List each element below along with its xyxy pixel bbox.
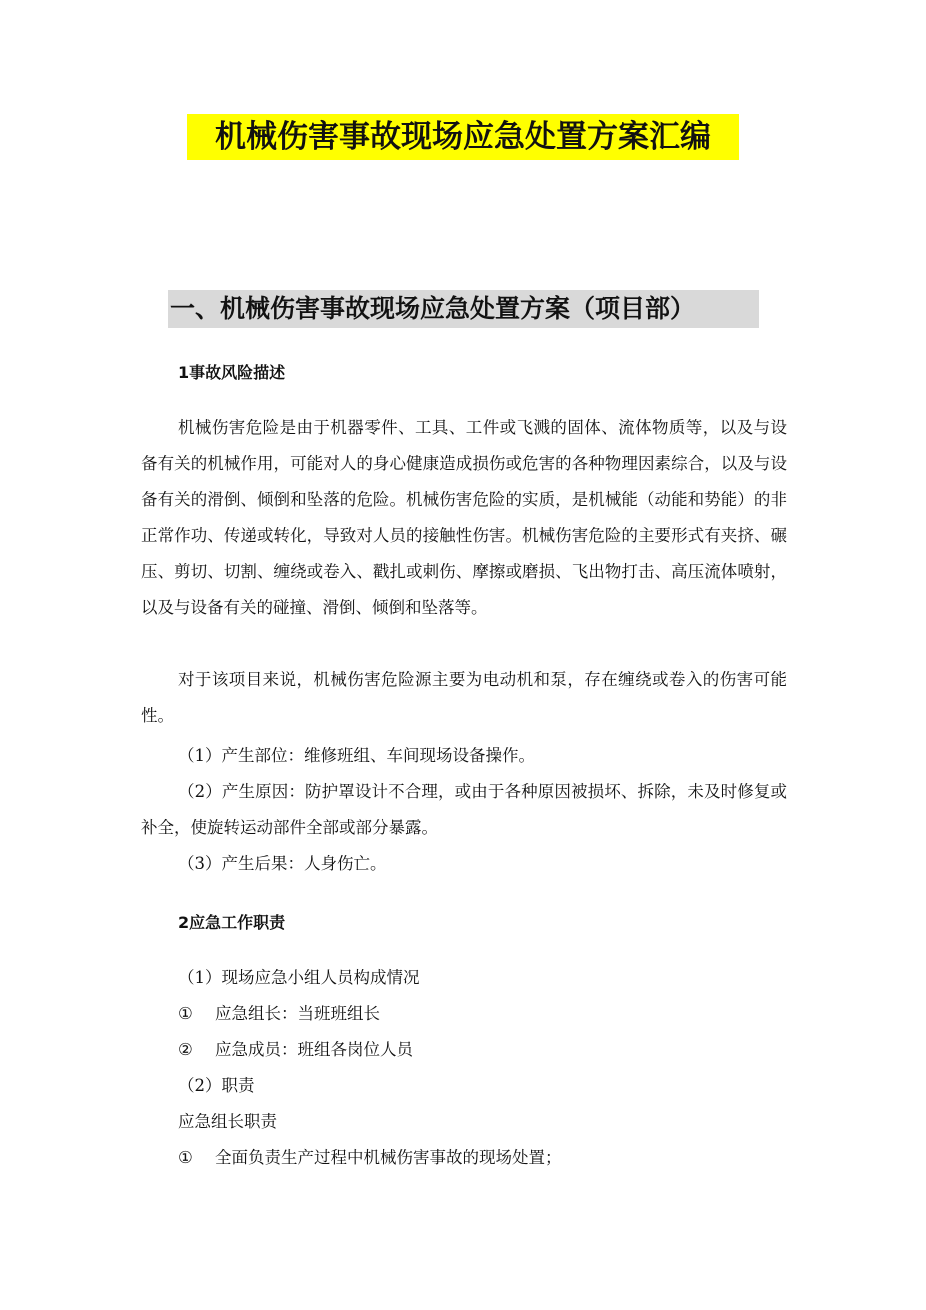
leader-duty-heading: 应急组长职责 (178, 1112, 277, 1131)
subheading-risk-description: 1事故风险描述 (178, 363, 286, 382)
page-title: 机械伤害事故现场应急处置方案汇编 (187, 114, 739, 160)
team-member-2-text: 应急成员：班组各岗位人员 (215, 1040, 413, 1059)
hazard-consequence-item: （3）产生后果：人身伤亡。 (178, 854, 387, 873)
leader-duty-1 (178, 1146, 562, 1170)
hazard-cause-item: （2）产生原因：防护罩设计不合理，或由于各种原因被损坏、拆除，未及时修复或补全，使旋转运动部件全部或部分暴露。 (141, 782, 787, 837)
team-composition-line: （1）现场应急小组人员构成情况 (178, 968, 420, 987)
section-heading: 一、机械伤害事故现场应急处置方案（项目部） (168, 290, 759, 328)
duties-line: （2）职责 (178, 1076, 255, 1095)
circled-number-marker: ② (178, 1040, 193, 1059)
circled-number-marker: ① (178, 1148, 193, 1167)
team-member-1 (178, 1002, 380, 1026)
team-member-2 (178, 1038, 413, 1062)
hazard-location-item: （1）产生部位：维修班组、车间现场设备操作。 (178, 746, 535, 765)
circled-number-marker: ① (178, 1004, 193, 1023)
project-hazard-paragraph: 对于该项目来说，机械伤害危险源主要为电动机和泵，存在缠绕或卷入的伤害可能性。 (141, 670, 787, 725)
risk-description-paragraph: 机械伤害危险是由于机器零件、工具、工件或飞溅的固体、流体物质等，以及与设备有关的机械作用，可能对人的身心健康造成损伤或危害的各种物理因素综合，以及与设备有关的滑倒、倾倒和坠落的危险。机械伤害危险的实质，是机械能（动能和势能）的非正常作功、传递或转化，导致对人员的接触性伤害。机械伤害危险的主要形式有夹挤、碾压、剪切、切割、缠绕或卷入、戳扎或刺伤、摩擦或磨损、飞出物打击、高压流体喷射，以及与设备有关的碰撞、滑倒、倾倒和坠落等。 (141, 418, 787, 617)
subheading-emergency-duties: 2应急工作职责 (178, 913, 286, 932)
team-member-1-text: 应急组长：当班班组长 (215, 1004, 380, 1023)
leader-duty-1-text: 全面负责生产过程中机械伤害事故的现场处置； (215, 1148, 562, 1167)
